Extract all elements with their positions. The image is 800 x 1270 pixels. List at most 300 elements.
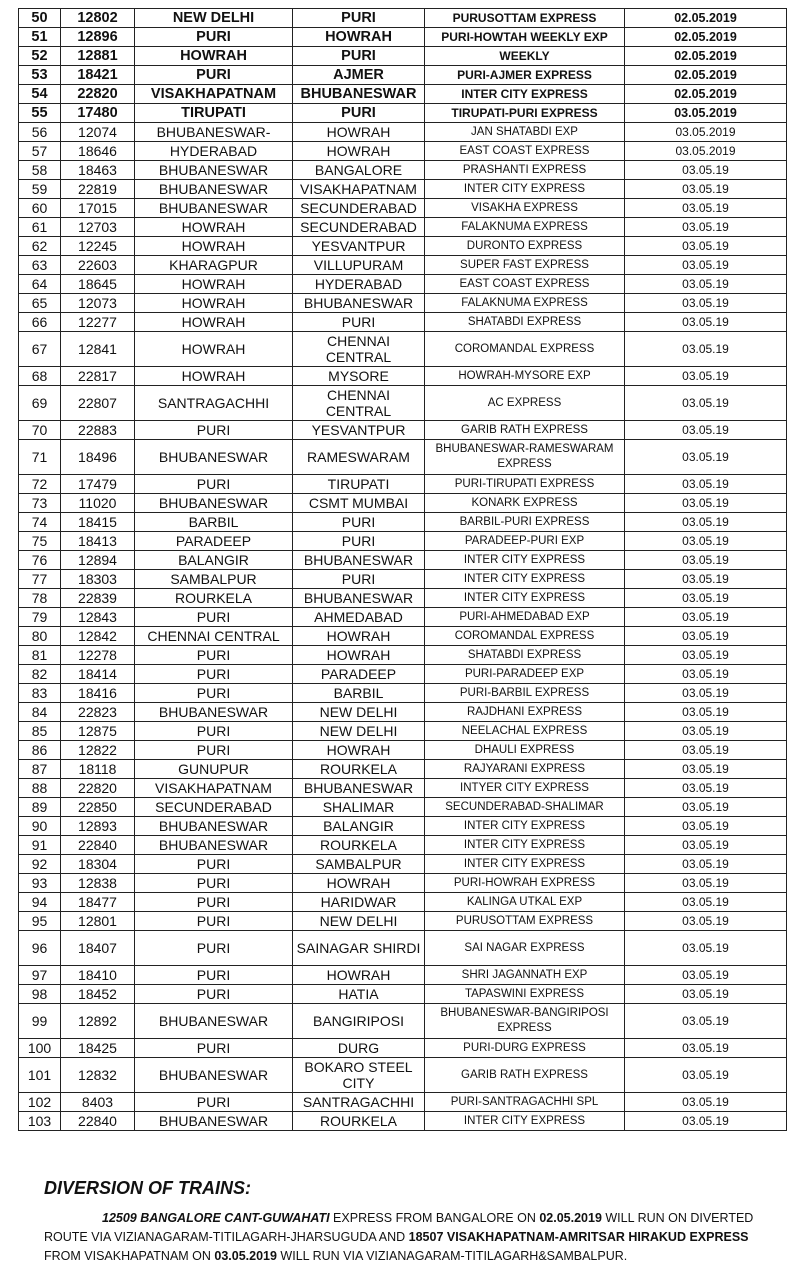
train-number: 12842 [61, 627, 135, 646]
table-row [19, 440, 787, 475]
serial-number: 83 [19, 684, 61, 703]
train-name: PURI-AHMEDABAD EXP [425, 608, 625, 627]
train-name: RAJYARANI EXPRESS [425, 760, 625, 779]
origin-station: PURI [135, 684, 293, 703]
origin-station: BHUBANESWAR [135, 1058, 293, 1093]
destination-station: BALANGIR [293, 817, 425, 836]
journey-date: 03.05.19 [625, 421, 787, 440]
table-row [19, 275, 787, 294]
table-row [19, 1004, 787, 1039]
destination-station: HARIDWAR [293, 893, 425, 912]
origin-station: SANTRAGACHHI [135, 386, 293, 421]
train-number: 12894 [61, 551, 135, 570]
table-row [19, 551, 787, 570]
diversion-section [18, 1160, 786, 1266]
origin-station: PURI [135, 722, 293, 741]
journey-date: 03.05.19 [625, 760, 787, 779]
origin-station: PURI [135, 912, 293, 931]
origin-station: BHUBANESWAR- [135, 123, 293, 142]
train-name: DURONTO EXPRESS [425, 237, 625, 256]
train-number: 12832 [61, 1058, 135, 1093]
destination-station: ROURKELA [293, 1112, 425, 1131]
table-row [19, 570, 787, 589]
destination-station: PURI [293, 9, 425, 28]
train-name: PURI-SANTRAGACHHI SPL [425, 1093, 625, 1112]
table-row [19, 985, 787, 1004]
train-number: 12838 [61, 874, 135, 893]
destination-station: SAINAGAR SHIRDI [293, 931, 425, 966]
train-number: 12881 [61, 47, 135, 66]
origin-station: SAMBALPUR [135, 570, 293, 589]
journey-date: 03.05.19 [625, 218, 787, 237]
train-name: SHRI JAGANNATH EXP [425, 966, 625, 985]
train-name: INTER CITY EXPRESS [425, 1112, 625, 1131]
train-name: SHATABDI EXPRESS [425, 646, 625, 665]
train-name: PURI-AJMER EXPRESS [425, 66, 625, 85]
origin-station: HOWRAH [135, 332, 293, 367]
destination-station: BHUBANESWAR [293, 589, 425, 608]
destination-station: CHENNAI CENTRAL [293, 332, 425, 367]
destination-station: AHMEDABAD [293, 608, 425, 627]
origin-station: PURI [135, 985, 293, 1004]
destination-station: HYDERABAD [293, 275, 425, 294]
train-list-sheet [18, 8, 786, 1131]
journey-date: 03.05.19 [625, 294, 787, 313]
destination-station: HOWRAH [293, 28, 425, 47]
table-row [19, 475, 787, 494]
journey-date: 03.05.2019 [625, 142, 787, 161]
origin-station: BHUBANESWAR [135, 703, 293, 722]
train-name: SUPER FAST EXPRESS [425, 256, 625, 275]
train-name: PRASHANTI EXPRESS [425, 161, 625, 180]
train-number: 18413 [61, 532, 135, 551]
train-number: 12843 [61, 608, 135, 627]
destination-station: TIRUPATI [293, 475, 425, 494]
train-number: 12802 [61, 9, 135, 28]
serial-number: 94 [19, 893, 61, 912]
table-row [19, 855, 787, 874]
table-row [19, 665, 787, 684]
serial-number: 52 [19, 47, 61, 66]
train-name: BHUBANESWAR-BANGIRIPOSI EXPRESS [425, 1004, 625, 1039]
origin-station: NEW DELHI [135, 9, 293, 28]
train-name: KONARK EXPRESS [425, 494, 625, 513]
table-row [19, 741, 787, 760]
destination-station: CHENNAI CENTRAL [293, 386, 425, 421]
journey-date: 03.05.19 [625, 313, 787, 332]
table-row [19, 912, 787, 931]
train-number: 22839 [61, 589, 135, 608]
origin-station: HOWRAH [135, 367, 293, 386]
origin-station: PURI [135, 665, 293, 684]
serial-number: 78 [19, 589, 61, 608]
train-name: PARADEEP-PURI EXP [425, 532, 625, 551]
serial-number: 71 [19, 440, 61, 475]
serial-number: 102 [19, 1093, 61, 1112]
train-number: 18416 [61, 684, 135, 703]
destination-station: NEW DELHI [293, 703, 425, 722]
train-number: 22819 [61, 180, 135, 199]
destination-station: BHUBANESWAR [293, 779, 425, 798]
journey-date: 03.05.19 [625, 275, 787, 294]
origin-station: ROURKELA [135, 589, 293, 608]
train-number: 18425 [61, 1039, 135, 1058]
journey-date: 03.05.19 [625, 646, 787, 665]
destination-station: SECUNDERABAD [293, 199, 425, 218]
train-number: 12703 [61, 218, 135, 237]
journey-date: 03.05.19 [625, 256, 787, 275]
serial-number: 76 [19, 551, 61, 570]
origin-station: BHUBANESWAR [135, 494, 293, 513]
train-name: TAPASWINI EXPRESS [425, 985, 625, 1004]
diversion-text: WILL RUN ON DIVERTED ROUTE VIA VIZIANAGARAM-TITILAGARH-JHARSUGUDA AND [44, 1211, 754, 1244]
origin-station: HOWRAH [135, 237, 293, 256]
train-number: 22820 [61, 779, 135, 798]
train-number: 17015 [61, 199, 135, 218]
journey-date: 03.05.19 [625, 237, 787, 256]
journey-date: 03.05.19 [625, 440, 787, 475]
destination-station: HOWRAH [293, 741, 425, 760]
origin-station: HYDERABAD [135, 142, 293, 161]
train-number: 12875 [61, 722, 135, 741]
destination-station: BARBIL [293, 684, 425, 703]
train-number: 18414 [61, 665, 135, 684]
journey-date: 03.05.19 [625, 532, 787, 551]
journey-date: 03.05.19 [625, 1039, 787, 1058]
table-row [19, 722, 787, 741]
origin-station: SECUNDERABAD [135, 798, 293, 817]
journey-date: 03.05.19 [625, 589, 787, 608]
destination-station: HOWRAH [293, 874, 425, 893]
serial-number: 91 [19, 836, 61, 855]
destination-station: NEW DELHI [293, 912, 425, 931]
train-name: PURI-HOWTAH WEEKLY EXP [425, 28, 625, 47]
train-name: WEEKLY [425, 47, 625, 66]
table-body [19, 9, 787, 1131]
train-name: VISAKHA EXPRESS [425, 199, 625, 218]
origin-station: PURI [135, 874, 293, 893]
table-row [19, 513, 787, 532]
table-row [19, 532, 787, 551]
train-number: 18407 [61, 931, 135, 966]
train-number: 22817 [61, 367, 135, 386]
destination-station: HATIA [293, 985, 425, 1004]
train-number: 18646 [61, 142, 135, 161]
train-name: PURI-BARBIL EXPRESS [425, 684, 625, 703]
train-name: COROMANDAL EXPRESS [425, 627, 625, 646]
table-row [19, 123, 787, 142]
serial-number: 70 [19, 421, 61, 440]
table-row [19, 627, 787, 646]
destination-station: HOWRAH [293, 627, 425, 646]
train-name: EAST COAST EXPRESS [425, 142, 625, 161]
table-row [19, 931, 787, 966]
table-row [19, 332, 787, 367]
train-name: INTER CITY EXPRESS [425, 180, 625, 199]
serial-number: 99 [19, 1004, 61, 1039]
destination-station: HOWRAH [293, 142, 425, 161]
serial-number: 53 [19, 66, 61, 85]
table-row [19, 85, 787, 104]
table-row [19, 646, 787, 665]
train-number: 12841 [61, 332, 135, 367]
journey-date: 03.05.19 [625, 893, 787, 912]
diverted-train-1: 12509 BANGALORE CANT-GUWAHATI [102, 1211, 330, 1225]
serial-number: 54 [19, 85, 61, 104]
journey-date: 03.05.19 [625, 798, 787, 817]
serial-number: 56 [19, 123, 61, 142]
journey-date: 03.05.19 [625, 199, 787, 218]
origin-station: BHUBANESWAR [135, 161, 293, 180]
destination-station: VISAKHAPATNAM [293, 180, 425, 199]
journey-date: 03.05.19 [625, 570, 787, 589]
train-name: PURI-PARADEEP EXP [425, 665, 625, 684]
journey-date: 03.05.19 [625, 684, 787, 703]
destination-station: BOKARO STEEL CITY [293, 1058, 425, 1093]
journey-date: 03.05.19 [625, 180, 787, 199]
journey-date: 03.05.19 [625, 741, 787, 760]
train-name: PURI-TIRUPATI EXPRESS [425, 475, 625, 494]
train-number: 18463 [61, 161, 135, 180]
serial-number: 64 [19, 275, 61, 294]
origin-station: BHUBANESWAR [135, 180, 293, 199]
serial-number: 62 [19, 237, 61, 256]
journey-date: 03.05.19 [625, 608, 787, 627]
train-number: 12074 [61, 123, 135, 142]
journey-date: 03.05.19 [625, 386, 787, 421]
origin-station: PARADEEP [135, 532, 293, 551]
serial-number: 98 [19, 985, 61, 1004]
train-name: PURI-DURG EXPRESS [425, 1039, 625, 1058]
origin-station: HOWRAH [135, 47, 293, 66]
origin-station: PURI [135, 421, 293, 440]
train-name: GARIB RATH EXPRESS [425, 1058, 625, 1093]
table-row [19, 1093, 787, 1112]
table-row [19, 760, 787, 779]
diversion-date: 03.05.2019 [214, 1249, 277, 1263]
journey-date: 03.05.19 [625, 551, 787, 570]
serial-number: 51 [19, 28, 61, 47]
table-row [19, 421, 787, 440]
journey-date: 03.05.19 [625, 1058, 787, 1093]
train-number: 11020 [61, 494, 135, 513]
destination-station: PURI [293, 513, 425, 532]
diversion-notice [44, 1209, 764, 1266]
destination-station: PURI [293, 313, 425, 332]
train-name: GARIB RATH EXPRESS [425, 421, 625, 440]
journey-date: 03.05.19 [625, 817, 787, 836]
destination-station: AJMER [293, 66, 425, 85]
table-row [19, 608, 787, 627]
origin-station: HOWRAH [135, 275, 293, 294]
train-number: 22883 [61, 421, 135, 440]
table-row [19, 874, 787, 893]
table-row [19, 684, 787, 703]
destination-station: ROURKELA [293, 760, 425, 779]
train-number: 18304 [61, 855, 135, 874]
train-number: 22823 [61, 703, 135, 722]
serial-number: 72 [19, 475, 61, 494]
journey-date: 02.05.2019 [625, 9, 787, 28]
serial-number: 73 [19, 494, 61, 513]
destination-station: DURG [293, 1039, 425, 1058]
serial-number: 92 [19, 855, 61, 874]
origin-station: BHUBANESWAR [135, 836, 293, 855]
train-number: 18645 [61, 275, 135, 294]
origin-station: BALANGIR [135, 551, 293, 570]
train-name: INTER CITY EXPRESS [425, 855, 625, 874]
destination-station: BANGALORE [293, 161, 425, 180]
train-name: PURI-HOWRAH EXPRESS [425, 874, 625, 893]
train-name: NEELACHAL EXPRESS [425, 722, 625, 741]
destination-station: SECUNDERABAD [293, 218, 425, 237]
origin-station: HOWRAH [135, 218, 293, 237]
journey-date: 03.05.19 [625, 627, 787, 646]
train-number: 18477 [61, 893, 135, 912]
origin-station: PURI [135, 966, 293, 985]
serial-number: 58 [19, 161, 61, 180]
train-name: INTYER CITY EXPRESS [425, 779, 625, 798]
serial-number: 97 [19, 966, 61, 985]
train-name: SAI NAGAR EXPRESS [425, 931, 625, 966]
train-name: SECUNDERABAD-SHALIMAR [425, 798, 625, 817]
train-number: 18496 [61, 440, 135, 475]
origin-station: BHUBANESWAR [135, 817, 293, 836]
journey-date: 03.05.19 [625, 1093, 787, 1112]
train-number: 22603 [61, 256, 135, 275]
journey-date: 03.05.19 [625, 161, 787, 180]
train-number: 12278 [61, 646, 135, 665]
table-row [19, 589, 787, 608]
train-number: 22840 [61, 1112, 135, 1131]
journey-date: 02.05.2019 [625, 66, 787, 85]
table-row [19, 313, 787, 332]
serial-number: 69 [19, 386, 61, 421]
serial-number: 68 [19, 367, 61, 386]
origin-station: PURI [135, 741, 293, 760]
train-name: BHUBANESWAR-RAMESWARAM EXPRESS [425, 440, 625, 475]
serial-number: 90 [19, 817, 61, 836]
destination-station: RAMESWARAM [293, 440, 425, 475]
table-row [19, 494, 787, 513]
train-name: HOWRAH-MYSORE EXP [425, 367, 625, 386]
serial-number: 75 [19, 532, 61, 551]
train-number: 18452 [61, 985, 135, 1004]
journey-date: 03.05.19 [625, 874, 787, 893]
journey-date: 03.05.19 [625, 332, 787, 367]
table-row [19, 836, 787, 855]
diversion-text: EXPRESS FROM BANGALORE ON [329, 1211, 540, 1225]
journey-date: 03.05.19 [625, 931, 787, 966]
destination-station: PURI [293, 47, 425, 66]
train-name: JAN SHATABDI EXP [425, 123, 625, 142]
origin-station: PURI [135, 1093, 293, 1112]
table-row [19, 9, 787, 28]
diversion-text: WILL RUN VIA VIZIANAGARAM-TITILAGARH&SAMBALPUR. [276, 1249, 628, 1263]
train-name: TIRUPATI-PURI EXPRESS [425, 104, 625, 123]
destination-station: YESVANTPUR [293, 421, 425, 440]
train-name: PURUSOTTAM EXPRESS [425, 912, 625, 931]
origin-station: PURI [135, 646, 293, 665]
train-name: BARBIL-PURI EXPRESS [425, 513, 625, 532]
journey-date: 03.05.19 [625, 985, 787, 1004]
train-name: INTER CITY EXPRESS [425, 85, 625, 104]
origin-station: BHUBANESWAR [135, 1004, 293, 1039]
train-number: 22840 [61, 836, 135, 855]
destination-station: SANTRAGACHHI [293, 1093, 425, 1112]
train-number: 12896 [61, 28, 135, 47]
serial-number: 95 [19, 912, 61, 931]
table-row [19, 1058, 787, 1093]
train-number: 12801 [61, 912, 135, 931]
destination-station: PURI [293, 532, 425, 551]
table-row [19, 142, 787, 161]
serial-number: 96 [19, 931, 61, 966]
table-row [19, 367, 787, 386]
origin-station: PURI [135, 1039, 293, 1058]
destination-station: SHALIMAR [293, 798, 425, 817]
table-row [19, 798, 787, 817]
table-row [19, 47, 787, 66]
serial-number: 93 [19, 874, 61, 893]
journey-date: 03.05.19 [625, 836, 787, 855]
journey-date: 03.05.2019 [625, 104, 787, 123]
journey-date: 03.05.19 [625, 1004, 787, 1039]
journey-date: 03.05.19 [625, 912, 787, 931]
train-number: 18421 [61, 66, 135, 85]
destination-station: PURI [293, 104, 425, 123]
train-number: 18410 [61, 966, 135, 985]
train-number: 18415 [61, 513, 135, 532]
destination-station: VILLUPURAM [293, 256, 425, 275]
origin-station: BHUBANESWAR [135, 199, 293, 218]
train-name: INTER CITY EXPRESS [425, 589, 625, 608]
train-number: 22807 [61, 386, 135, 421]
train-name: KALINGA UTKAL EXP [425, 893, 625, 912]
journey-date: 03.05.19 [625, 722, 787, 741]
serial-number: 100 [19, 1039, 61, 1058]
train-number: 8403 [61, 1093, 135, 1112]
origin-station: TIRUPATI [135, 104, 293, 123]
serial-number: 86 [19, 741, 61, 760]
train-name: FALAKNUMA EXPRESS [425, 218, 625, 237]
train-number: 18303 [61, 570, 135, 589]
serial-number: 65 [19, 294, 61, 313]
origin-station: PURI [135, 66, 293, 85]
origin-station: HOWRAH [135, 313, 293, 332]
origin-station: PURI [135, 608, 293, 627]
train-number: 22850 [61, 798, 135, 817]
table-row [19, 237, 787, 256]
destination-station: HOWRAH [293, 646, 425, 665]
table-row [19, 161, 787, 180]
table-row [19, 817, 787, 836]
train-name: INTER CITY EXPRESS [425, 551, 625, 570]
destination-station: YESVANTPUR [293, 237, 425, 256]
destination-station: SAMBALPUR [293, 855, 425, 874]
origin-station: VISAKHAPATNAM [135, 779, 293, 798]
journey-date: 02.05.2019 [625, 85, 787, 104]
train-number: 22820 [61, 85, 135, 104]
serial-number: 55 [19, 104, 61, 123]
serial-number: 57 [19, 142, 61, 161]
train-number: 12892 [61, 1004, 135, 1039]
train-name: SHATABDI EXPRESS [425, 313, 625, 332]
train-name: AC EXPRESS [425, 386, 625, 421]
table-row [19, 218, 787, 237]
origin-station: PURI [135, 475, 293, 494]
train-name: PURUSOTTAM EXPRESS [425, 9, 625, 28]
